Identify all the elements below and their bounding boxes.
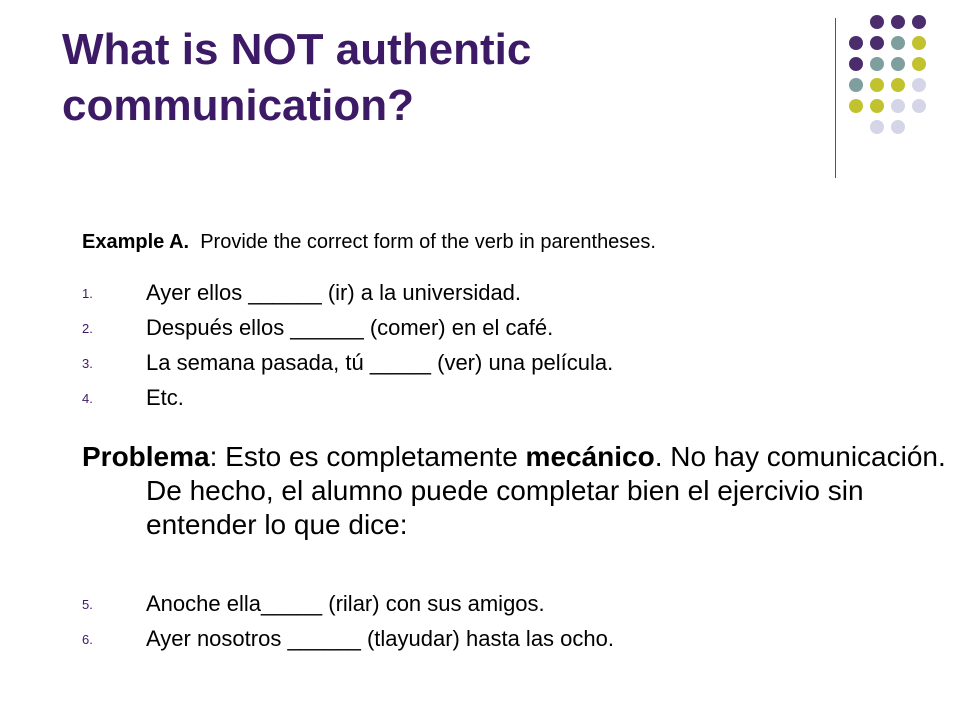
slide-title: What is NOT authentic communication? xyxy=(62,25,532,130)
item-text: Ayer nosotros ______ (tlayudar) hasta las ocho. xyxy=(146,626,614,651)
decorative-dot xyxy=(870,120,884,134)
item-number: 2. xyxy=(82,321,93,336)
list-item xyxy=(82,586,902,621)
decorative-dot xyxy=(891,99,905,113)
decorative-dot xyxy=(912,78,926,92)
problem-text-2: . No hay comunicación. De hecho, el alumno puede completar bien el ejercivio sin entender lo que dice: xyxy=(146,441,946,540)
decorative-dot xyxy=(891,36,905,50)
problem-label: Problema xyxy=(82,441,210,472)
decorative-dot xyxy=(912,99,926,113)
problem-text-1: : Esto es completamente xyxy=(209,441,526,472)
decorative-dot xyxy=(849,99,863,113)
list-item xyxy=(82,345,902,380)
list-item xyxy=(82,310,902,345)
exercise-list-a xyxy=(82,275,902,415)
decorative-dot xyxy=(849,57,863,71)
decorative-dot xyxy=(870,99,884,113)
item-number: 3. xyxy=(82,356,93,371)
title-divider xyxy=(835,18,836,178)
decorative-dot xyxy=(891,78,905,92)
list-item xyxy=(82,275,902,310)
problem-paragraph xyxy=(82,440,960,542)
example-instruction-text: Provide the correct form of the verb in parentheses. xyxy=(189,231,656,253)
decorative-dot xyxy=(849,36,863,50)
list-item xyxy=(82,621,902,656)
decorative-dot xyxy=(870,78,884,92)
decorative-dot xyxy=(891,15,905,29)
item-text: Anoche ella_____ (rilar) con sus amigos. xyxy=(146,591,545,616)
item-text: Después ellos ______ (comer) en el café. xyxy=(146,315,554,340)
decorative-dot xyxy=(891,120,905,134)
example-label: Example A. xyxy=(82,231,190,253)
item-text: La semana pasada, tú _____ (ver) una película. xyxy=(146,350,614,375)
decorative-dot xyxy=(870,15,884,29)
item-number: 5. xyxy=(82,597,93,612)
example-instruction xyxy=(82,228,902,256)
decorative-dot xyxy=(870,36,884,50)
decorative-dot xyxy=(912,57,926,71)
item-number: 1. xyxy=(82,286,93,301)
item-text: Etc. xyxy=(146,385,184,410)
list-item xyxy=(82,380,902,415)
problem-emphasis: mecánico xyxy=(525,441,655,472)
decorative-dot xyxy=(912,36,926,50)
decorative-dot xyxy=(870,57,884,71)
item-number: 6. xyxy=(82,632,93,647)
decorative-dot xyxy=(891,57,905,71)
exercise-list-b xyxy=(82,586,902,656)
decorative-dot xyxy=(912,15,926,29)
item-text: Ayer ellos ______ (ir) a la universidad. xyxy=(146,280,522,305)
decorative-dot xyxy=(849,78,863,92)
item-number: 4. xyxy=(82,391,93,406)
